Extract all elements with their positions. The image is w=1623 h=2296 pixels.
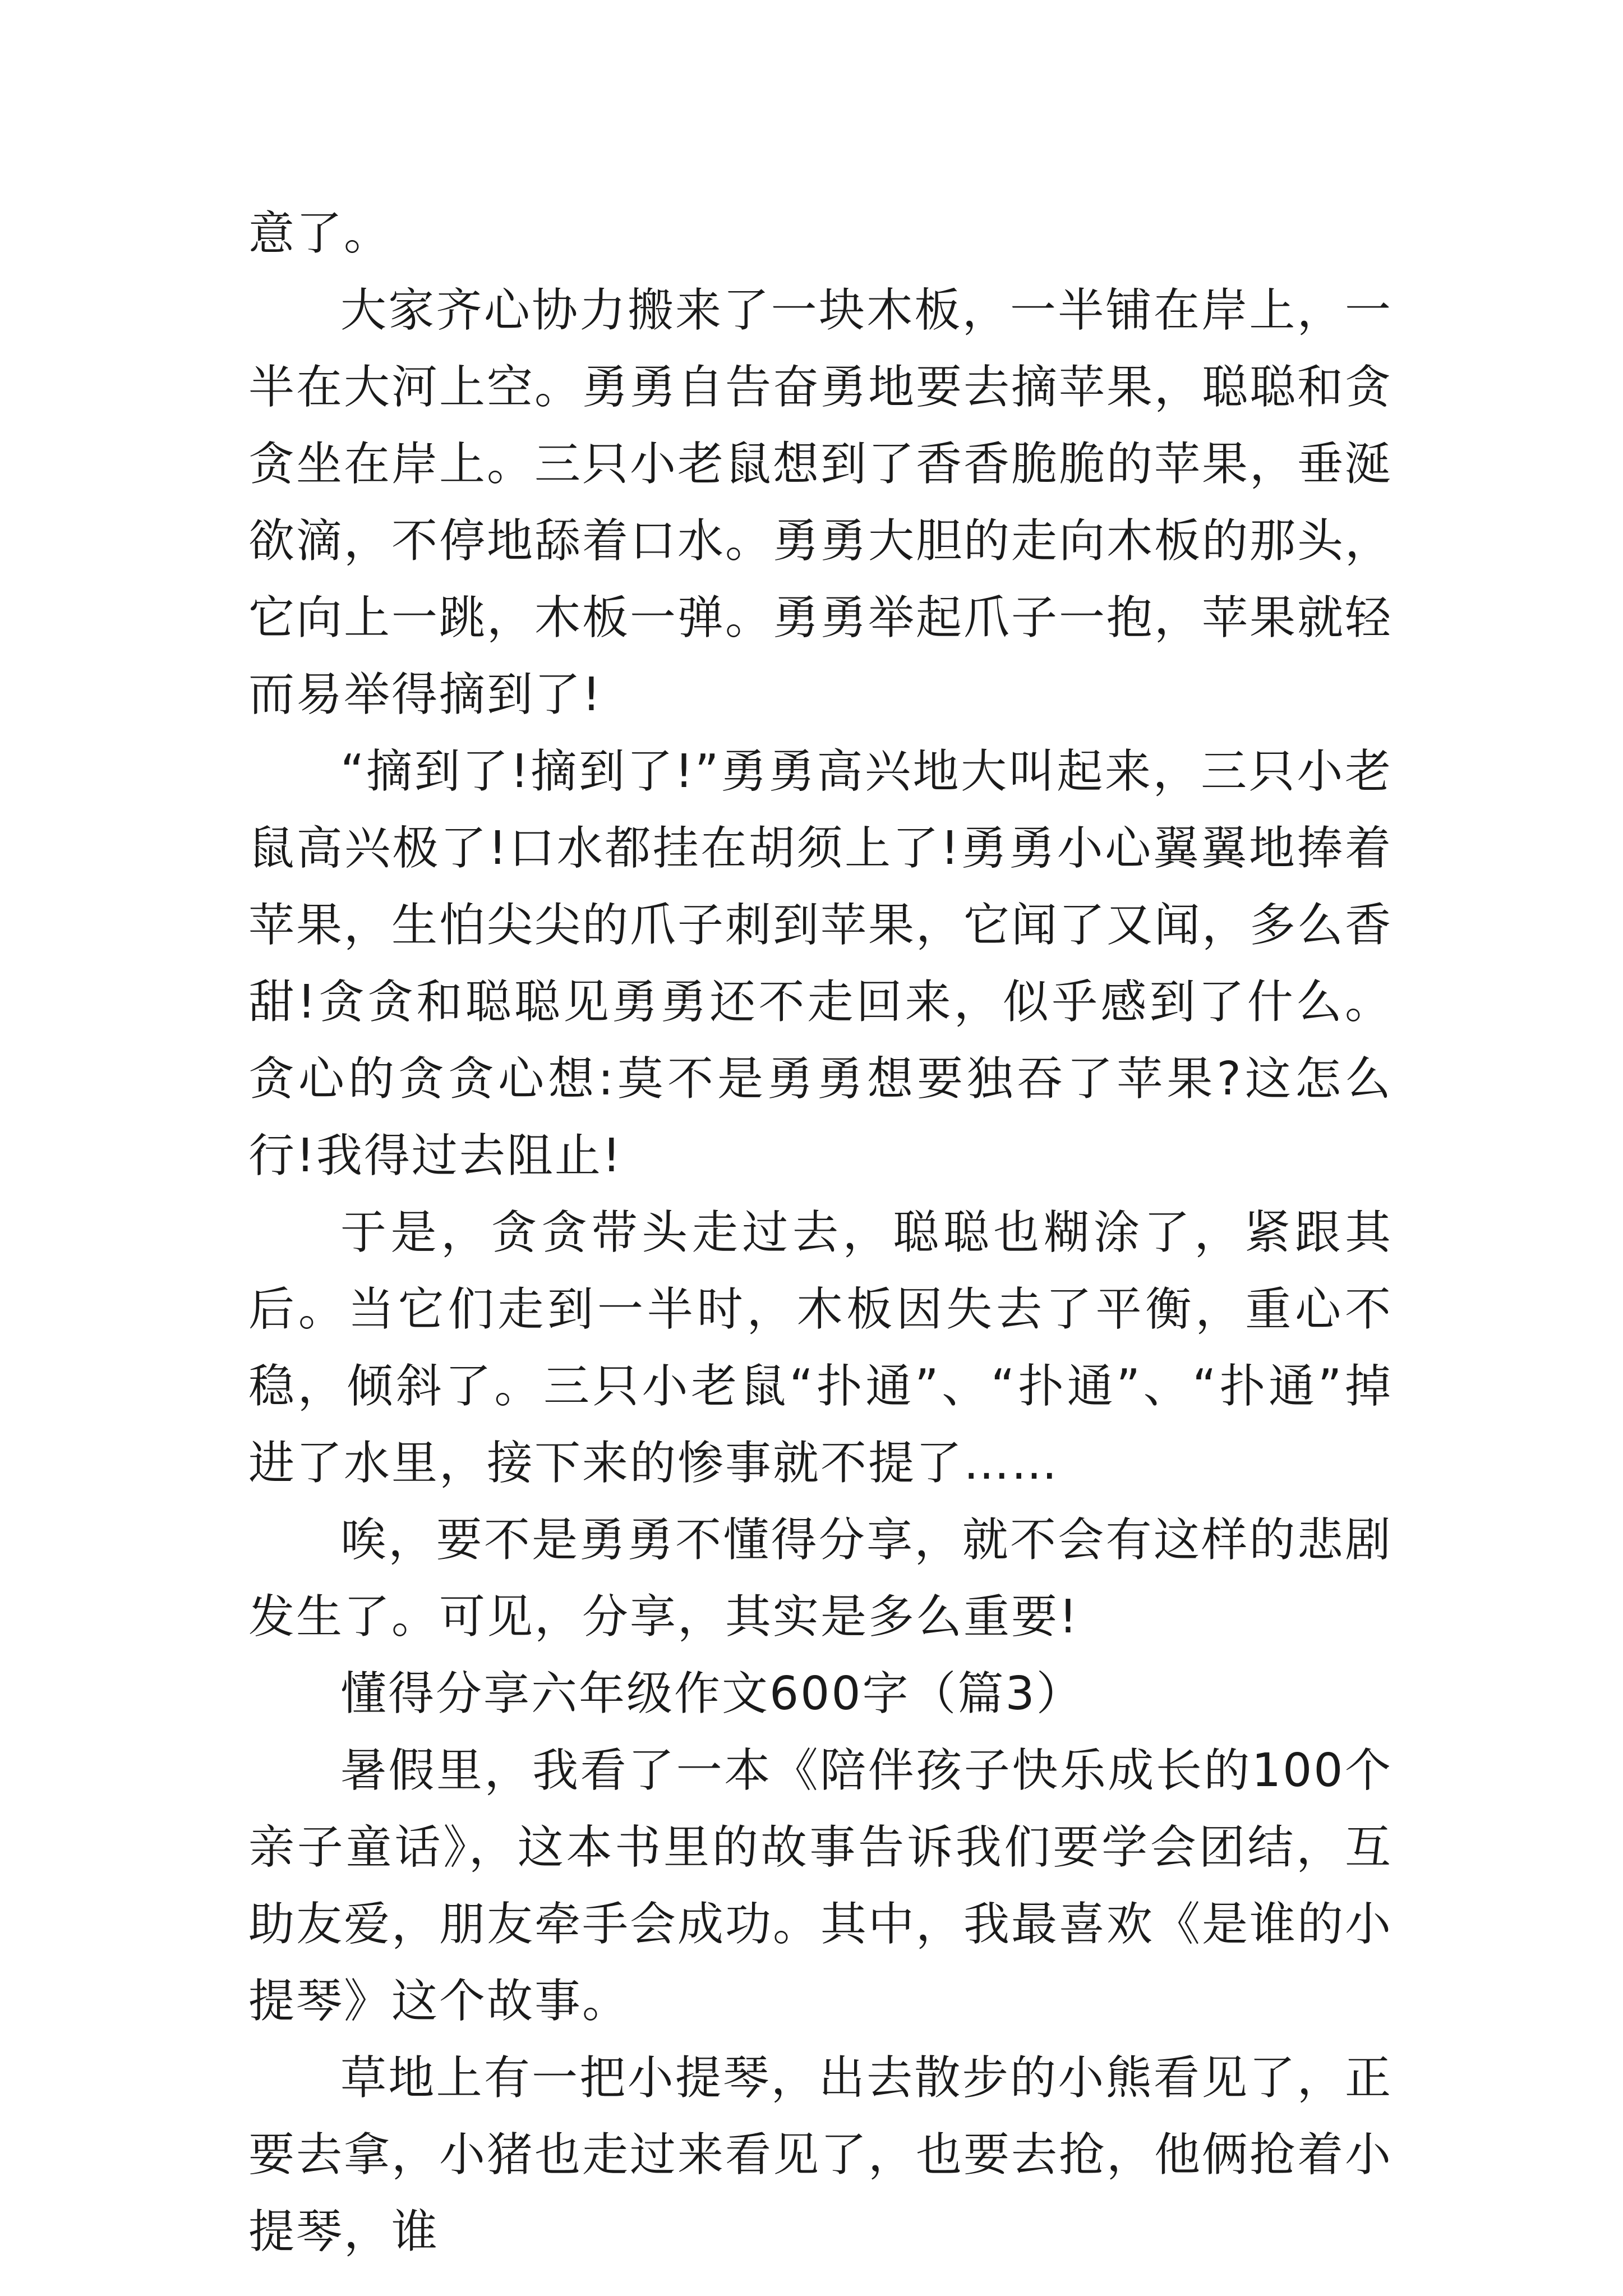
paragraph-1: 意了。 xyxy=(248,207,392,260)
paragraph-6: 暑假里，我看了一本《陪伴孩子快乐成长的100个亲子童话》，这本书里的故事告诉我们要学会团结，互助友爱，朋友牵手会成功。其中，我最喜欢《是谁的小提琴》这个故事。 xyxy=(248,1744,1393,2028)
paragraph-7: 草地上有一把小提琴，出去散步的小熊看见了，正要去拿，小猪也走过来看见了，也要去抢，他俩抢着小提琴，谁 xyxy=(248,2051,1393,2258)
paragraph-5: 唉，要不是勇勇不懂得分享，就不会有这样的悲剧发生了。可见，分享，其实是多么重要! xyxy=(248,1513,1393,1644)
paragraph-3: “摘到了!摘到了!”勇勇高兴地大叫起来，三只小老鼠高兴极了!口水都挂在胡须上了!勇勇小心翼翼地捧着苹果，生怕尖尖的爪子刺到苹果，它闻了又闻，多么香甜!贪贪和聪聪见勇勇还不走回来，似乎感到了什么。贪心的贪贪心想:莫不是勇勇想要独吞了苹果?这怎么行!我得过去阻止! xyxy=(248,745,1393,1182)
paragraph-2: 大家齐心协力搬来了一块木板，一半铺在岸上，一半在大河上空。勇勇自告奋勇地要去摘苹果，聪聪和贪贪坐在岸上。三只小老鼠想到了香香脆脆的苹果，垂涎欲滴，不停地舔着口水。勇勇大胆的走向木板的那头，它向上一跳，木板一弹。勇勇举起爪子一抱，苹果就轻而易举得摘到了! xyxy=(248,284,1393,721)
paragraph-4: 于是，贪贪带头走过去，聪聪也糊涂了，紧跟其后。当它们走到一半时，木板因失去了平衡，重心不稳，倾斜了。三只小老鼠“扑通”、“扑通”、“扑通”掉进了水里，接下来的惨事就不提了…… xyxy=(248,1206,1393,1490)
document-body xyxy=(248,195,1393,2270)
section-heading: 懂得分享六年级作文600字（篇3） xyxy=(340,1667,1084,1720)
